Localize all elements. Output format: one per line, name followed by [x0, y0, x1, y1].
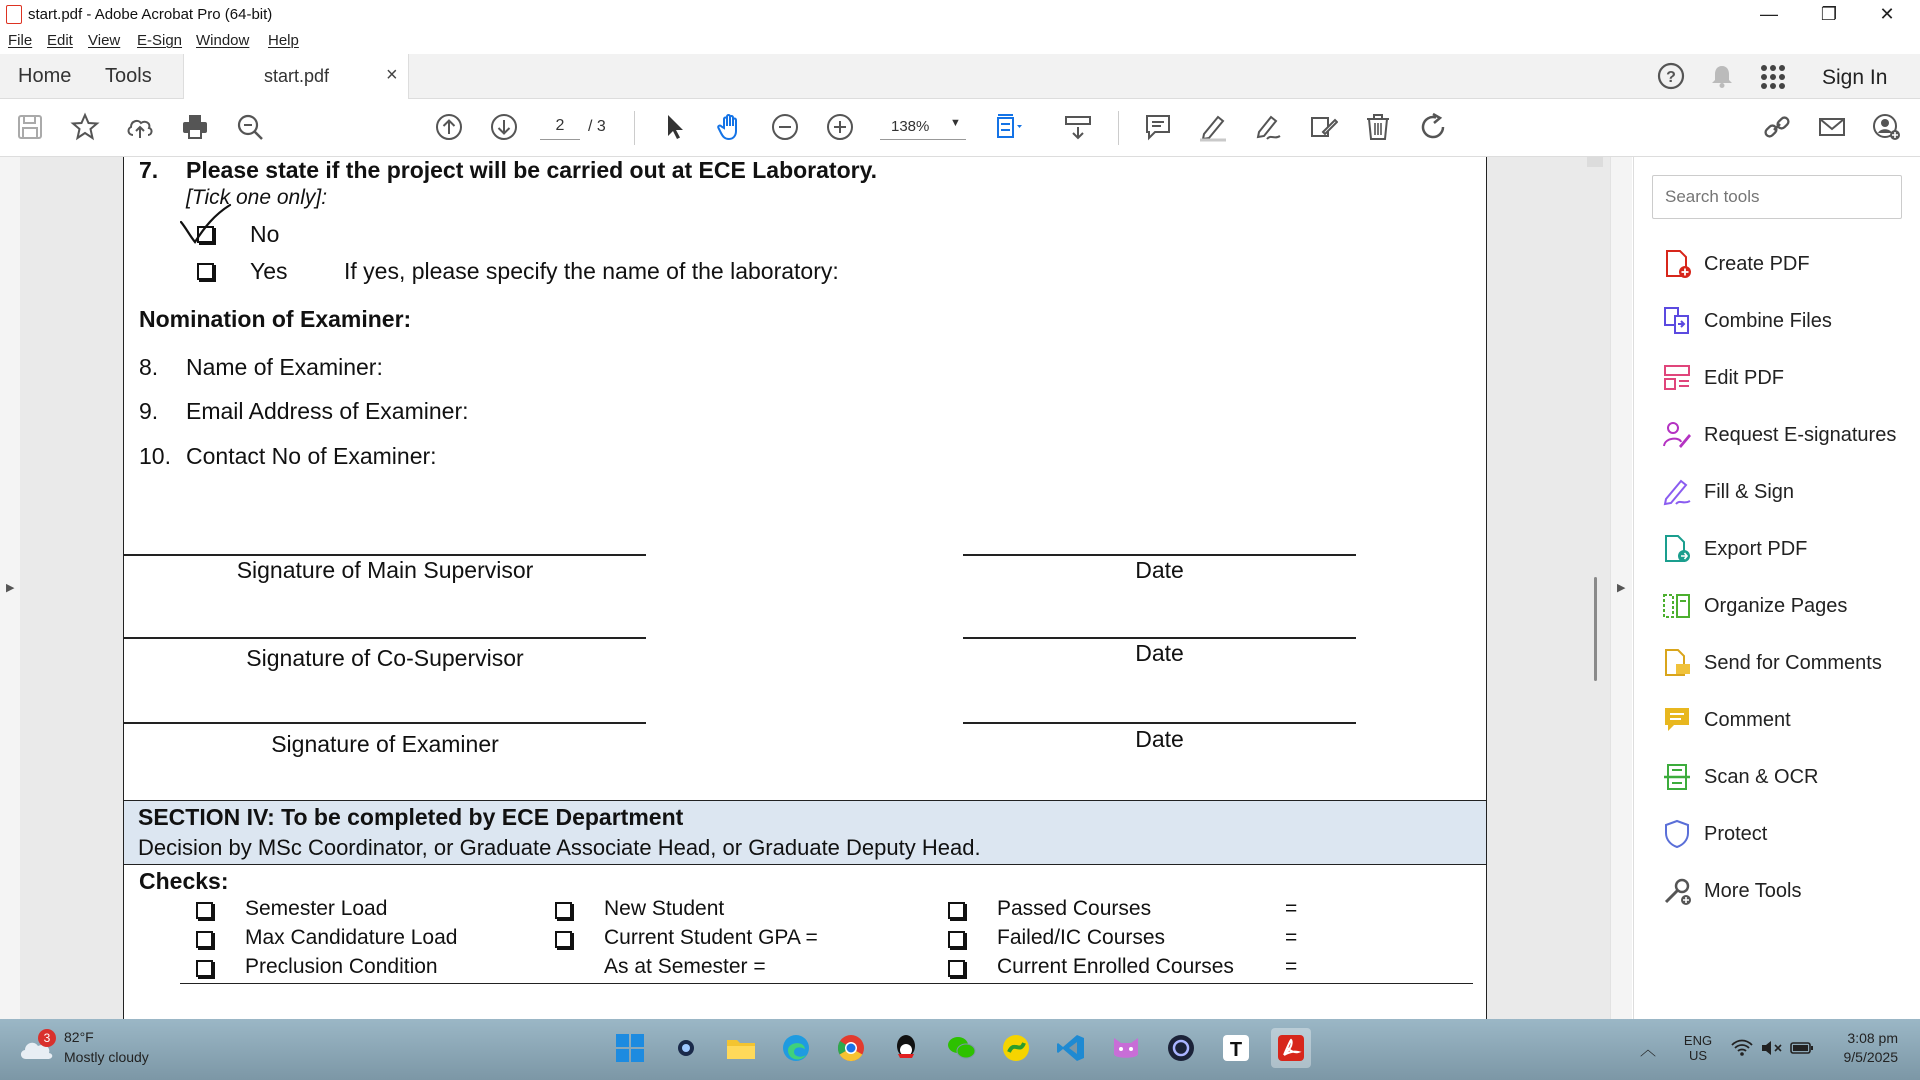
zoom-level-value: 138%	[891, 118, 930, 135]
zoom-in-icon[interactable]	[822, 109, 858, 145]
date-label: Date	[1135, 640, 1184, 666]
section-iv-title: SECTION IV: To be completed by ECE Department	[138, 804, 684, 830]
email-icon[interactable]	[1814, 109, 1850, 145]
q7-question: Please state if the project will be carried out at ECE Laboratory.	[186, 157, 878, 183]
send-for-comments-icon	[1662, 648, 1692, 678]
check-as-at-semester: As at Semester =	[604, 955, 766, 978]
menu-view[interactable]: View	[88, 32, 121, 49]
region-code: US	[1688, 1048, 1708, 1063]
tool-create-pdf[interactable]	[1662, 245, 1920, 285]
checks-bottom-line	[180, 983, 1473, 984]
date-line	[963, 637, 1356, 639]
fill-sign-icon	[1662, 477, 1692, 507]
tool-organize-pages[interactable]	[1662, 587, 1920, 627]
battery-icon[interactable]	[1790, 1039, 1814, 1057]
document-tab-label: start.pdf	[264, 66, 330, 86]
menu-file[interactable]: File	[8, 32, 33, 49]
checkbox-enrolled-courses[interactable]	[948, 960, 965, 977]
start-windows-icon[interactable]	[610, 1028, 650, 1068]
toolbar-divider	[634, 111, 635, 145]
search-tools-input[interactable]	[1652, 175, 1902, 219]
checkbox-current-gpa[interactable]	[555, 931, 572, 948]
file-explorer-icon[interactable]	[721, 1028, 761, 1068]
zoom-level-dropdown[interactable]	[880, 117, 966, 140]
add-person-icon[interactable]	[1868, 109, 1904, 145]
scrollbar-top-cap	[1587, 157, 1603, 167]
zoom-out-icon[interactable]	[767, 109, 803, 145]
check-current-gpa: Current Student GPA =	[604, 926, 818, 949]
checkbox-failed-courses[interactable]	[948, 931, 965, 948]
protect-shield-icon	[1662, 819, 1692, 849]
previous-page-icon[interactable]	[431, 109, 467, 145]
window-title: start.pdf - Adobe Acrobat Pro (64-bit)	[28, 6, 273, 23]
clock-time: 3:08 pm	[1847, 1030, 1898, 1046]
tool-label: Organize Pages	[1704, 595, 1848, 617]
yes-followup-text: If yes, please specify the name of the laboratory:	[344, 258, 839, 284]
close-window-button[interactable]: ✕	[1879, 4, 1895, 24]
checkbox-new-student[interactable]	[555, 902, 572, 919]
wifi-icon[interactable]	[1730, 1039, 1754, 1057]
q10-number: 10.	[139, 443, 171, 469]
section-iv-subtitle: Decision by MSc Coordinator, or Graduate Associate Head, or Graduate Deputy Head.	[138, 835, 981, 860]
sig-examiner-label: Signature of Examiner	[271, 731, 499, 757]
typora-icon[interactable]	[1216, 1028, 1256, 1068]
dark-app-icon[interactable]	[1161, 1028, 1201, 1068]
toolbar	[0, 99, 1920, 157]
tab-bar	[0, 54, 1920, 99]
check-new-student: New Student	[604, 897, 725, 920]
tool-label: Combine Files	[1704, 310, 1832, 332]
date-label: Date	[1135, 726, 1184, 752]
check-failed-courses: Failed/IC Courses	[997, 926, 1166, 949]
menu-help[interactable]: Help	[268, 32, 299, 49]
tool-fill-sign[interactable]	[1662, 473, 1920, 513]
highlight-pen-icon[interactable]	[1195, 109, 1231, 145]
page-number-input[interactable]: 2	[540, 117, 580, 140]
title-bar	[0, 0, 1920, 28]
q8-text: Name of Examiner:	[186, 354, 383, 380]
tool-protect[interactable]	[1662, 815, 1920, 855]
q10-text: Contact No of Examiner:	[186, 443, 437, 469]
q8-number: 8.	[139, 354, 159, 380]
toolbar-divider	[1118, 111, 1119, 145]
search-taskbar-icon[interactable]	[666, 1028, 706, 1068]
tool-combine-files[interactable]	[1662, 302, 1920, 342]
share-link-icon[interactable]	[1759, 109, 1795, 145]
vscode-icon[interactable]	[1051, 1028, 1091, 1068]
tool-more-tools[interactable]	[1662, 872, 1920, 912]
menu-bar	[0, 28, 1920, 54]
tray-overflow-chevron-icon[interactable]: ︿	[1640, 1042, 1657, 1059]
qq-app-icon[interactable]	[886, 1028, 926, 1068]
hand-tool-icon[interactable]	[712, 109, 748, 145]
find-zoom-icon[interactable]	[232, 109, 268, 145]
chrome-browser-icon[interactable]	[831, 1028, 871, 1068]
right-panel-toggle-strip	[1610, 157, 1632, 1019]
delete-trash-icon[interactable]	[1360, 109, 1396, 145]
pdf-app-icon	[6, 5, 22, 24]
notification-badge: 3	[38, 1029, 56, 1047]
checkbox-passed-courses[interactable]	[948, 902, 965, 919]
tool-comment[interactable]	[1662, 701, 1920, 741]
tool-label: More Tools	[1704, 880, 1802, 902]
scroll-mode-icon[interactable]	[1060, 109, 1096, 145]
bookmark-star-icon[interactable]	[67, 109, 103, 145]
check-semester-load: Semester Load	[245, 897, 388, 920]
pdf-page	[123, 157, 1487, 1019]
date-line	[963, 554, 1356, 556]
upload-cloud-icon[interactable]	[122, 109, 158, 145]
language-code: ENG	[1683, 1033, 1713, 1048]
rotate-icon[interactable]	[1415, 109, 1451, 145]
tool-label: Comment	[1704, 709, 1791, 731]
export-pdf-icon	[1662, 534, 1692, 564]
tab-home[interactable]: Home	[18, 65, 72, 87]
checks-heading: Checks:	[139, 868, 229, 894]
signature-line	[124, 722, 646, 724]
tool-label: Edit PDF	[1704, 367, 1785, 389]
signature-line	[124, 637, 646, 639]
weather-temp: 82°F	[64, 1029, 94, 1045]
minimize-button[interactable]: —	[1760, 4, 1778, 24]
combine-files-icon	[1662, 306, 1692, 336]
notifications-bell-icon[interactable]	[1709, 63, 1735, 89]
language-indicator[interactable]	[1678, 1033, 1718, 1063]
date-line	[963, 722, 1356, 724]
edge-browser-icon[interactable]	[776, 1028, 816, 1068]
page-total: / 3	[588, 118, 606, 135]
handwritten-tick-mark	[180, 202, 240, 246]
option-no-label: No	[250, 221, 280, 247]
svg-text:?: ?	[1666, 69, 1676, 86]
tool-label: Fill & Sign	[1704, 481, 1795, 503]
clock[interactable]	[1822, 1030, 1898, 1065]
tool-scan-ocr[interactable]	[1662, 758, 1920, 798]
tool-request-esignatures[interactable]	[1662, 416, 1920, 456]
request-esign-icon	[1662, 420, 1692, 450]
organize-pages-icon	[1662, 591, 1692, 621]
acrobat-taskbar-icon[interactable]	[1271, 1028, 1311, 1068]
draw-sign-icon[interactable]	[1250, 109, 1286, 145]
sign-in-button[interactable]: Sign In	[1822, 66, 1888, 89]
sig-co-supervisor-label: Signature of Co-Supervisor	[246, 645, 524, 671]
scan-ocr-icon	[1662, 762, 1692, 792]
option-yes-label: Yes	[250, 258, 288, 284]
date-label: Date	[1135, 557, 1184, 583]
tool-label: Scan & OCR	[1704, 766, 1819, 788]
checkbox-max-candidature[interactable]	[196, 931, 213, 948]
taskbar	[0, 1019, 1920, 1080]
tools-panel	[1633, 157, 1920, 1019]
menu-esign[interactable]: E-Sign	[137, 32, 183, 49]
menu-window[interactable]: Window	[196, 32, 250, 49]
create-pdf-icon	[1662, 249, 1692, 279]
tool-export-pdf[interactable]	[1662, 530, 1920, 570]
check-passed-courses: Passed Courses	[997, 897, 1152, 920]
tool-label: Protect	[1704, 823, 1768, 845]
menu-edit[interactable]: Edit	[47, 32, 73, 49]
section-iv-header	[124, 800, 1486, 865]
chevron-down-icon: ▼	[950, 117, 961, 129]
checkbox-preclusion[interactable]	[196, 960, 213, 977]
help-icon[interactable]	[1657, 62, 1685, 90]
close-tab-icon[interactable]: ×	[386, 64, 398, 86]
print-icon[interactable]	[177, 109, 213, 145]
equals-sign: =	[1285, 926, 1298, 949]
app-yellow-icon[interactable]	[996, 1028, 1036, 1068]
tool-edit-pdf[interactable]	[1662, 359, 1920, 399]
weather-desc: Mostly cloudy	[64, 1049, 149, 1065]
left-panel-strip	[0, 157, 21, 1019]
checkbox-semester-load[interactable]	[196, 902, 213, 919]
apps-grid-icon[interactable]	[1760, 64, 1786, 90]
save-icon[interactable]	[12, 109, 48, 145]
q7-hint: [Tick one only]:	[186, 186, 328, 209]
comment-tool-icon	[1662, 705, 1692, 735]
tool-label: Request E-signatures	[1704, 424, 1897, 446]
edit-text-icon[interactable]	[1305, 109, 1341, 145]
check-preclusion: Preclusion Condition	[245, 955, 438, 978]
sig-main-supervisor-label: Signature of Main Supervisor	[236, 557, 534, 583]
tab-tools[interactable]: Tools	[105, 65, 152, 87]
svg-text:T: T	[1229, 1039, 1243, 1061]
expand-left-panel-icon[interactable]: ▶	[6, 582, 15, 594]
tool-label: Export PDF	[1704, 538, 1808, 560]
equals-sign: =	[1285, 955, 1298, 978]
tool-label: Create PDF	[1704, 253, 1810, 275]
q7-number: 7.	[139, 157, 159, 183]
document-viewport	[20, 157, 1632, 1019]
tool-send-for-comments[interactable]	[1662, 644, 1920, 684]
scrollbar-thumb[interactable]	[1594, 577, 1597, 681]
vertical-scrollbar[interactable]	[1587, 157, 1603, 1019]
tab-document[interactable]	[183, 54, 409, 99]
tool-label: Send for Comments	[1704, 652, 1882, 674]
restore-button[interactable]: ❐	[1820, 4, 1838, 24]
select-pointer-icon[interactable]	[657, 109, 693, 145]
check-enrolled-courses: Current Enrolled Courses	[997, 955, 1234, 978]
q9-number: 9.	[139, 398, 159, 424]
edit-pdf-icon	[1662, 363, 1692, 393]
more-tools-icon	[1662, 876, 1692, 906]
cat-app-icon[interactable]	[1106, 1028, 1146, 1068]
nomination-heading: Nomination of Examiner:	[139, 306, 412, 332]
wechat-icon[interactable]	[941, 1028, 981, 1068]
equals-sign: =	[1285, 897, 1298, 920]
checkbox-yes[interactable]	[197, 263, 214, 280]
clock-date: 9/5/2025	[1843, 1049, 1898, 1065]
check-max-candidature: Max Candidature Load	[245, 926, 458, 949]
signature-line	[124, 554, 646, 556]
fit-page-icon[interactable]	[990, 109, 1026, 145]
collapse-right-panel-icon[interactable]: ▶	[1617, 582, 1626, 594]
q9-text: Email Address of Examiner:	[186, 398, 469, 424]
volume-muted-icon[interactable]	[1760, 1039, 1784, 1057]
comment-icon[interactable]	[1140, 109, 1176, 145]
next-page-icon[interactable]	[486, 109, 522, 145]
